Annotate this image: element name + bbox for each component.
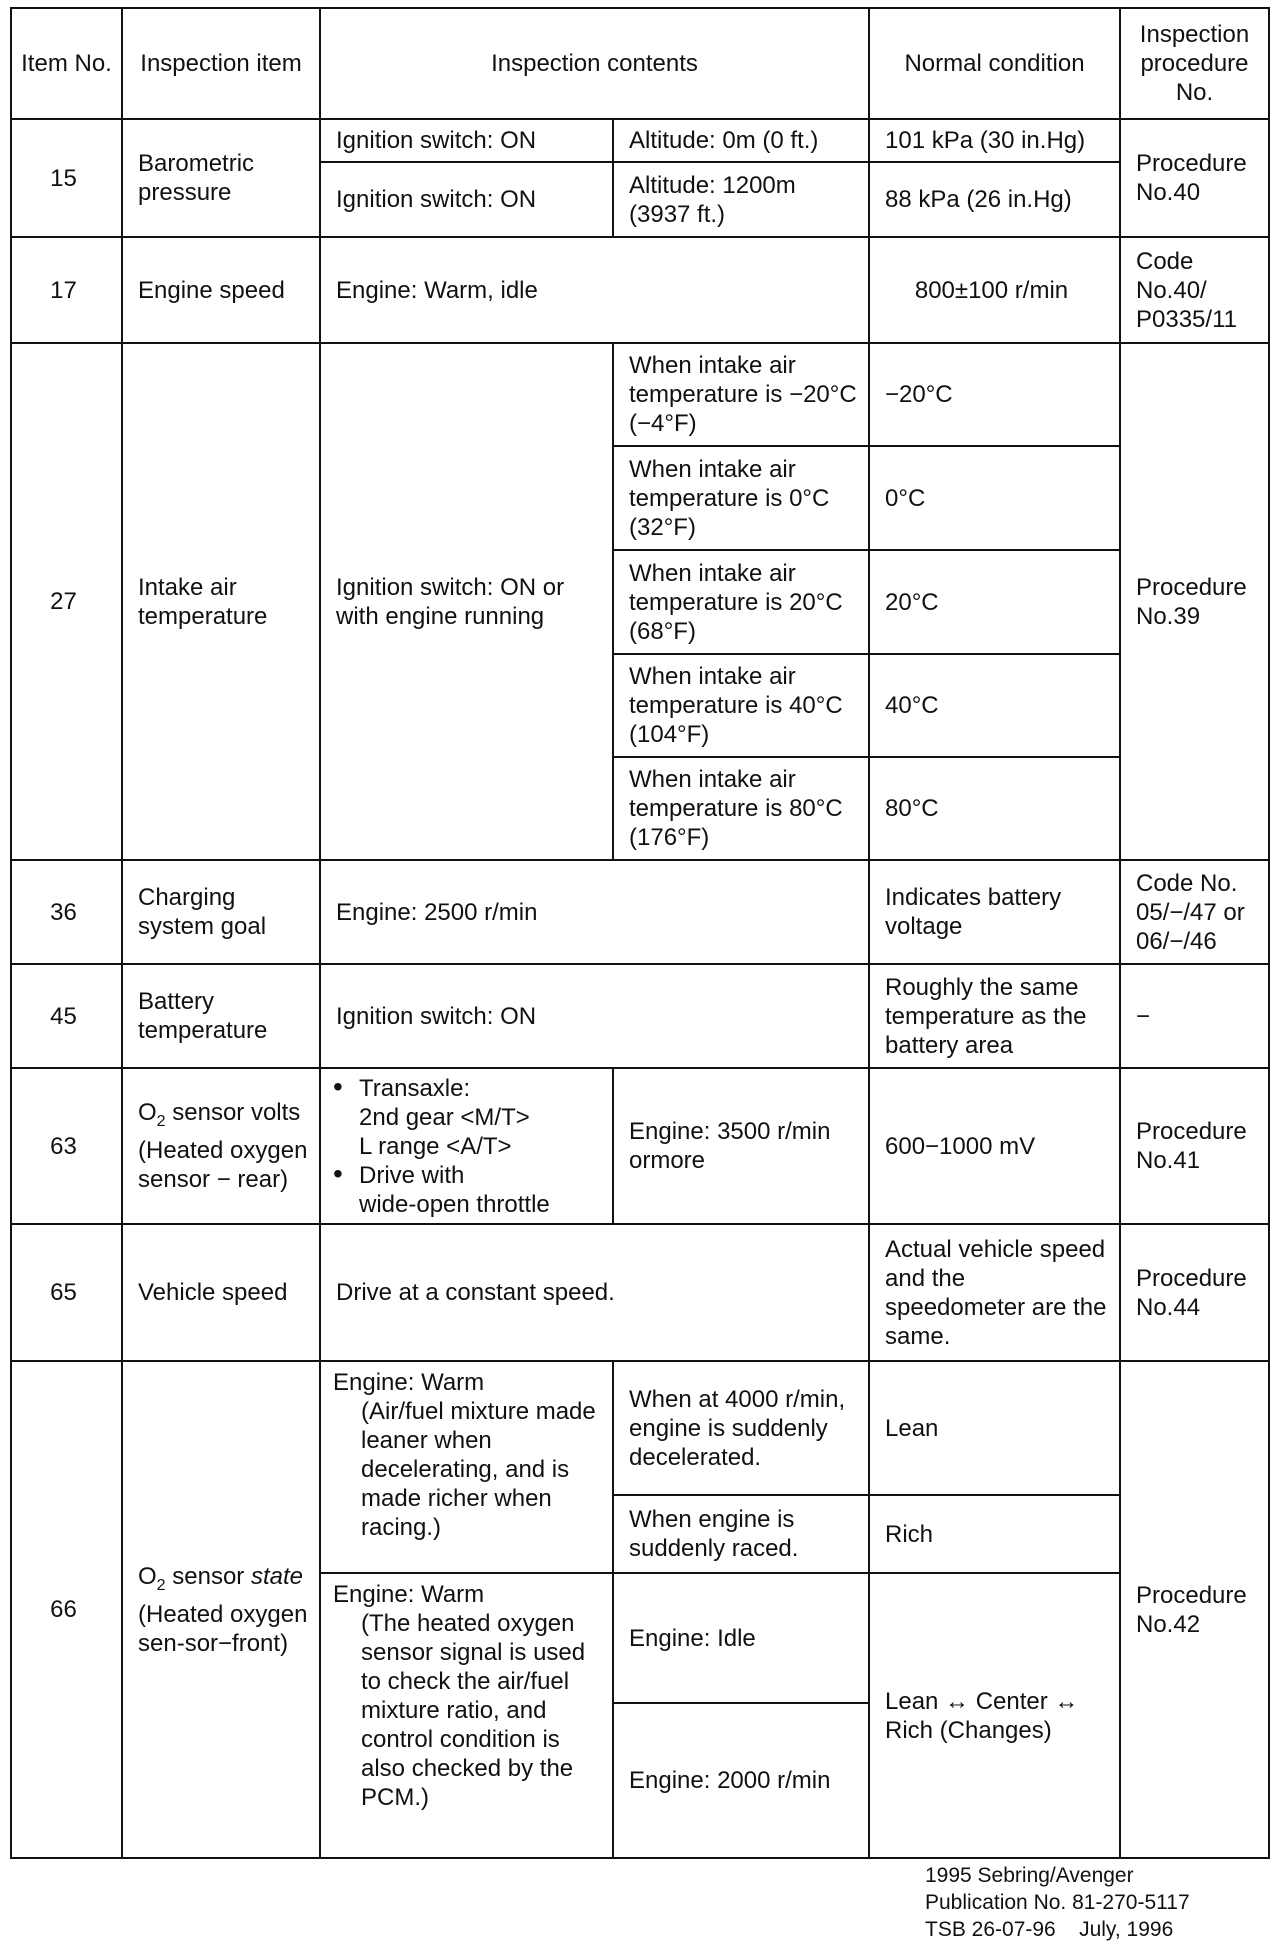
inspection-condition: When at 4000 r/min, engine is suddenly decelerated. [613, 1361, 869, 1495]
procedure-no: Code No. 05/−/47 or 06/−/46 [1120, 860, 1269, 964]
procedure-no: − [1120, 964, 1269, 1068]
inspection-item: $O_2$ sensor state (Heated oxygen sen-sor−front) [122, 1361, 320, 1858]
table-row [11, 1068, 1269, 1224]
inspection-condition [320, 1068, 613, 1224]
procedure-no: Procedure No.41 [1120, 1068, 1269, 1224]
inspection-item: $O_2$ sensor volts (Heated oxygen sensor − rear) [122, 1068, 320, 1224]
normal-condition: 80°C [869, 757, 1120, 860]
procedure-no: Procedure No.39 [1120, 343, 1269, 860]
inspection-condition: When engine is suddenly raced. [613, 1495, 869, 1573]
inspection-condition: Ignition switch: ON [320, 964, 869, 1068]
inspection-condition: Altitude: 1200m (3937 ft.) [613, 162, 869, 237]
inspection-condition: Drive at a constant speed. [320, 1224, 869, 1361]
item-number: 36 [11, 860, 122, 964]
normal-condition: 0°C [869, 446, 1120, 550]
table-row [11, 964, 1269, 1068]
inspection-condition: When intake air temperature is 80°C (176°F) [613, 757, 869, 860]
inspection-item: Intake air temperature [122, 343, 320, 860]
normal-condition: Indicates battery voltage [869, 860, 1120, 964]
inspection-item: Charging system goal [122, 860, 320, 964]
inspection-item: Engine speed [122, 237, 320, 343]
inspection-condition: Altitude: 0m (0 ft.) [613, 119, 869, 162]
inspection-condition: Engine: 2500 r/min [320, 860, 869, 964]
item-number: 27 [11, 343, 122, 860]
table-row [11, 1224, 1269, 1361]
inspection-condition: When intake air temperature is 20°C (68°F) [613, 550, 869, 654]
table-row [11, 860, 1269, 964]
header-inspection-item: Inspection item [122, 8, 320, 119]
inspection-condition: Ignition switch: ON [320, 162, 613, 237]
footer-tsb: TSB 26-07-96 July, 1996 [925, 1918, 1174, 1941]
item-number: 65 [11, 1224, 122, 1361]
normal-condition: Actual vehicle speed and the speedometer are the same. [869, 1224, 1120, 1361]
header-procedure-no: Inspection procedure No. [1120, 8, 1269, 119]
inspection-condition: When intake air temperature is 0°C (32°F) [613, 446, 869, 550]
inspection-condition: When intake air temperature is 40°C (104°F) [613, 654, 869, 757]
inspection-condition: Ignition switch: ON or with engine running [320, 343, 613, 860]
list-item: • Drive with wide-open throttle [333, 1161, 602, 1219]
inspection-condition: Engine: Warm (Air/fuel mixture made leaner when decelerating, and is made richer when racing.) [320, 1361, 613, 1573]
publication-footer [925, 1862, 1190, 1943]
inspection-condition: Engine: 2000 r/min [613, 1703, 869, 1858]
inspection-condition: Engine: Idle [613, 1573, 869, 1703]
item-number: 45 [11, 964, 122, 1068]
procedure-no: Procedure No.42 [1120, 1361, 1269, 1858]
header-item-no: Item No. [11, 8, 122, 119]
table-row [11, 119, 1269, 162]
list-item: • Transaxle: 2nd gear <M/T> L range <A/T> [333, 1074, 602, 1161]
inspection-table [10, 7, 1270, 1859]
procedure-no: Procedure No.40 [1120, 119, 1269, 237]
normal-condition: Roughly the same temperature as the battery area [869, 964, 1120, 1068]
normal-condition: 800±100 r/min [869, 237, 1120, 343]
normal-condition: 88 kPa (26 in.Hg) [869, 162, 1120, 237]
procedure-no: Code No.40/ P0335/11 [1120, 237, 1269, 343]
inspection-condition: Ignition switch: ON [320, 119, 613, 162]
table-row [11, 1361, 1269, 1495]
header-inspection-contents: Inspection contents [320, 8, 869, 119]
normal-condition: 20°C [869, 550, 1120, 654]
item-number: 17 [11, 237, 122, 343]
inspection-condition: Engine: Warm, idle [320, 237, 869, 343]
normal-condition: 40°C [869, 654, 1120, 757]
normal-condition: Lean [869, 1361, 1120, 1495]
item-number: 15 [11, 119, 122, 237]
normal-condition: Rich [869, 1495, 1120, 1573]
normal-condition: 600−1000 mV [869, 1068, 1120, 1224]
inspection-item: Battery temperature [122, 964, 320, 1068]
procedure-no: Procedure No.44 [1120, 1224, 1269, 1361]
inspection-item: Barometric pressure [122, 119, 320, 237]
item-number: 63 [11, 1068, 122, 1224]
inspection-condition: Engine: Warm (The heated oxygen sensor signal is used to check the air/fuel mixture ratio, and control condition is also checked by the PCM.) [320, 1573, 613, 1858]
footer-publication: Publication No. 81-270-5117 [925, 1891, 1190, 1914]
header-normal-condition: Normal condition [869, 8, 1120, 119]
inspection-condition: Engine: 3500 r/min ormore [613, 1068, 869, 1224]
inspection-item: Vehicle speed [122, 1224, 320, 1361]
header-row [11, 8, 1269, 119]
item-number: 66 [11, 1361, 122, 1858]
normal-condition: 101 kPa (30 in.Hg) [869, 119, 1120, 162]
inspection-condition: When intake air temperature is −20°C (−4°F) [613, 343, 869, 446]
normal-condition: Lean ↔ Center ↔ Rich (Changes) [869, 1573, 1120, 1858]
normal-condition: −20°C [869, 343, 1120, 446]
table-row [11, 343, 1269, 446]
footer-model: 1995 Sebring/Avenger [925, 1864, 1134, 1887]
table-row [11, 237, 1269, 343]
